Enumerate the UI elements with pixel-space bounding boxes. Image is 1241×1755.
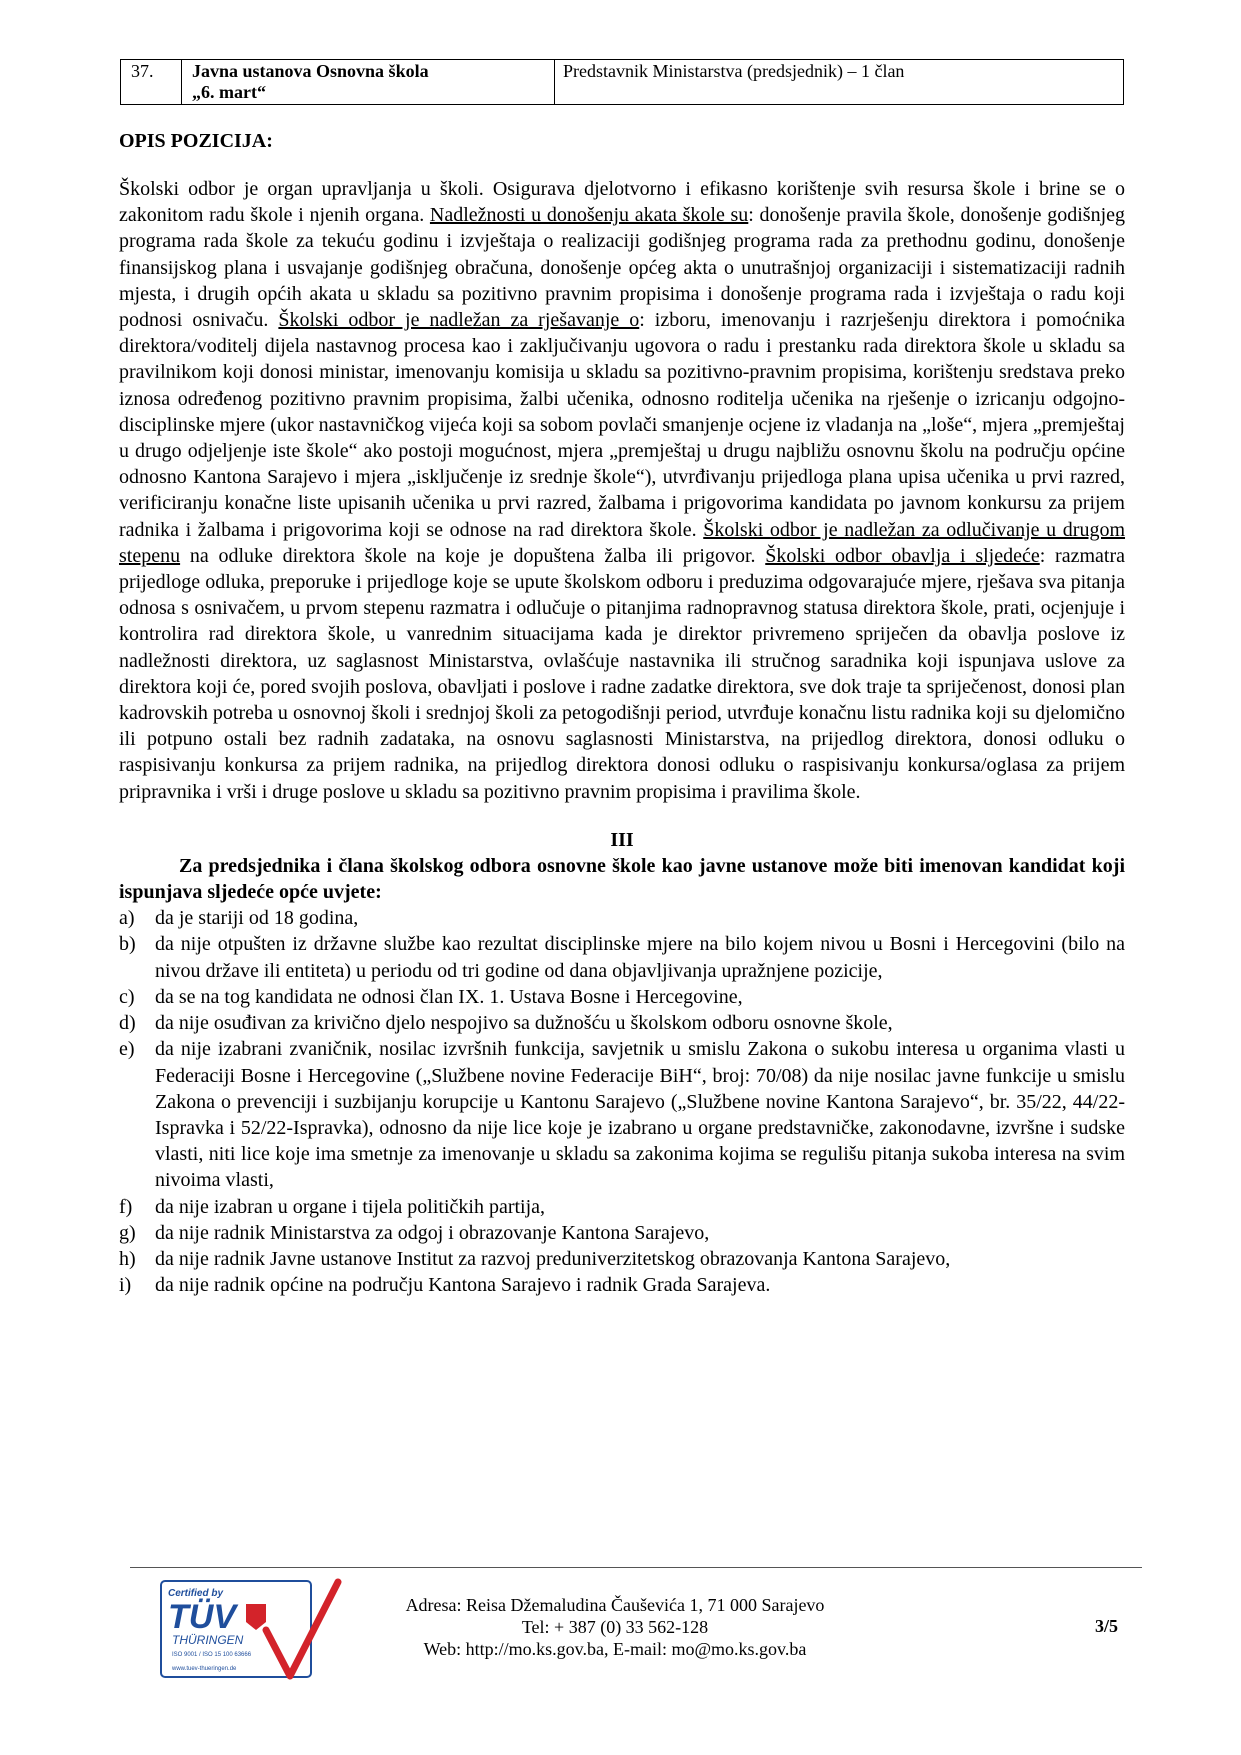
underlined-phrase-4: Školski odbor obavlja i sljedeće (765, 544, 1040, 567)
underlined-phrase-3: Školski odbor je nadležan za odlučivanje u drugom stepenu (119, 518, 1126, 567)
footer-divider (130, 1567, 1142, 1568)
page-number: 3/5 (1095, 1616, 1119, 1636)
conditions-list (119, 905, 1125, 1298)
list-item-text: da nije osuđivan za krivično djelo nespojivo sa dužnošću u školskom odboru osnovne škole, (155, 1012, 893, 1035)
list-item-label: d) (119, 1012, 136, 1035)
list-item-label: h) (119, 1247, 136, 1270)
list-item (119, 984, 1125, 1010)
institution-name-line2: „6. mart“ (192, 82, 266, 102)
logo-region: THÜRINGEN (172, 1633, 244, 1647)
position-description (119, 176, 1125, 805)
list-item (119, 1246, 1125, 1272)
list-item-text: da nije otpušten iz državne službe kao rezultat disciplinske mjere na bilo kojem nivou u Bosni i Hercegovini (bilo na nivou države ili entiteta) u periodu od tri godine od dana objavljivanja upražnjene pozicije, (155, 933, 1125, 982)
shield-icon (246, 1604, 266, 1630)
list-item-label: e) (119, 1038, 135, 1061)
list-item (119, 931, 1125, 983)
list-item-text: da nije radnik Ministarstva za odgoj i obrazovanje Kantona Sarajevo, (155, 1221, 710, 1244)
table-row (121, 60, 1124, 105)
list-item (119, 1272, 1125, 1298)
tuv-certification-logo (158, 1578, 343, 1684)
section-title: Za predsjednika i člana školskog odbora osnovne škole kao javne ustanove može biti imenovan kandidat koji ispunjava sljedeće opće uvjete: (119, 854, 1125, 904)
footer-web-email: Web: http://mo.ks.gov.ba, E-mail: mo@mo.ks.gov.ba (423, 1639, 807, 1659)
list-item (119, 1036, 1125, 1193)
footer-contact (350, 1594, 880, 1660)
tuv-logo-icon (158, 1578, 343, 1684)
list-item-label: g) (119, 1221, 136, 1244)
list-item-text: da je stariji od 18 godina, (155, 907, 359, 930)
logo-certified-by: Certified by (168, 1588, 224, 1599)
list-item (119, 1194, 1125, 1220)
description-text-2: : donošenje pravila škole, donošenje godišnjeg programa rada škole za tekuću godinu i izvještaja o realizaciji godišnjeg programa rada za prethodnu godinu, donošenje finansijskog plana i usvajanje godišnjeg obračuna, donošenje općeg akta o unutrašnjoj organizaciji i sistematizaciji radnih mjesta, i drugih općih akata u skladu sa pozitivno pravnim propisima i donošenje programa rada i izvještaja o radu koji podnosi osnivaču. (119, 204, 1126, 332)
list-item-label: a) (119, 907, 135, 930)
main-content (119, 128, 1125, 1298)
list-item-text: da nije izabran u organe i tijela političkih partija, (155, 1195, 546, 1218)
description-text-5: : razmatra prijedloge odluka, preporuke i prijedloge koje se upute školskom odboru i preduzima odgovarajuće mjere, rješava sva pitanja odnosa s osnivačem, u prvom stepenu razmatra i odlučuje o pitanjima radnopravnog statusa direktora škole, prati, ocjenjuje i kontrolira rad direktora škole, u vanrednim situacijama kada je direktor privremeno spriječen da obavlja poslove iz nadležnosti direktora, uz saglasnost Ministarstva, ovlašćuje nastavnika ili stručnog saradnika koji ispunjava uslove za direktora koji će, pored svojih poslova, obavljati i poslove i radne zadatke direktora, sve dok traje ta spriječenost, donosi plan kadrovskih potreba u osnovnoj školi i srednjoj školi za petogodišnji period, utvrđuje konačnu listu radnika koji su djelomično ili potpuno ostali bez radnih zadataka, na osnovu saglasnosti Ministarstva, na prijedlog direktora, donosi odluku o raspisivanju konkursa za prijem radnika, na prijedlog direktora donosi odluku o raspisivanju konkursa/oglasa za prijem pripravnika i vrši i druge poslove u skladu sa pozitivno pravnim propisima i pravilima škole. (119, 544, 1125, 803)
row-number: 37. (121, 60, 182, 105)
list-item (119, 1010, 1125, 1036)
footer-telephone: Tel: + 387 (0) 33 562-128 (521, 1617, 709, 1637)
institution-name (182, 60, 555, 105)
section-heading: OPIS POZICIJA: (119, 130, 273, 152)
list-item (119, 1220, 1125, 1246)
description-text-1: Školski odbor je organ upravljanja u školi. Osigurava djelotvorno i efikasno korištenje svih resursa škole i brine se o zakonitom radu škole i njenih organa. (119, 178, 1125, 227)
description-text-4: na odluke direktora škole na koje je dopuštena žalba ili prigovor. (180, 544, 766, 567)
school-board-table (120, 59, 1124, 105)
section-number: III (610, 828, 634, 851)
logo-standards: ISO 9001 / ISO 15 100 63666 (172, 1652, 252, 1658)
footer-address: Adresa: Reisa Džemaludina Čauševića 1, 71 000 Sarajevo (405, 1595, 825, 1615)
board-member-role: Predstavnik Ministarstva (predsjednik) – 1 član (555, 60, 1124, 105)
logo-url: www.tuev-thueringen.de (172, 1666, 237, 1672)
checkmark-icon (266, 1582, 338, 1676)
underlined-phrase-1: Nadležnosti u donošenju akata škole su (429, 204, 749, 227)
institution-name-line1: Javna ustanova Osnovna škola (192, 61, 429, 81)
list-item-label: i) (119, 1274, 132, 1297)
list-item-text: da nije izabrani zvaničnik, nosilac izvršnih funkcija, savjetnik u smislu Zakona o sukobu interesa u organima vlasti u Federaciji Bosne i Hercegovine („Službene novine Federacije BiH“, broj: 70/08) da nije nosilac javne funkcije u smislu Zakona o prevenciji i suzbijanju korupcije u Kantonu Sarajevo („Službene novine Kantona Sarajevo“, br. 35/22, 44/22-Ispravka i 52/22-Ispravka), odnosno da nije lice koje je izabrano u organe predstavničke, zakonodavne, izvršne i sudske vlasti, niti lice koje ima smetnje za imenovanje u skladu sa zakonima kojima se regulišu pitanja sukoba interesa na svim nivoima vlasti, (155, 1038, 1125, 1192)
logo-brand: TÜV (168, 1598, 236, 1636)
list-item (119, 905, 1125, 931)
list-item-label: c) (119, 985, 135, 1008)
description-text-3: : izboru, imenovanju i razrješenju direktora i pomoćnika direktora/voditelj dijela nastavnog procesa kao i zaključivanju ugovora o radu i prestanku rada direktora škole u skladu sa pravilnikom koji donosi ministar, imenovanju komisija u skladu sa pozitivno-pravnim propisima, korištenju sredstava preko iznosa određenog pozitivno pravnim propisima, žalbi učenika, odnosno roditelja učenika na rješenje o izricanju odgojno-disciplinske mjere (ukor nastavničkog vijeća koji sa sobom povlači smanjenje ocjene iz vladanja na „loše“, mjera „premještaj u drugo odjeljenje iste škole“ ako postoji mogućnost, mjera „premještaj u drugu najbližu osnovnu školu na području općine odnosno Kantona Sarajevo i mjera „isključenje iz srednje škole“), utvrđivanju prijedloga plana upisa učenika u prvi razred, verificiranju konačne liste upisanih učenika u prvi razred, žalbama i prigovorima kandidata po javnom konkursu za prijem radnika i žalbama i prigovorima koji se odnose na rad direktora škole. (119, 309, 1126, 541)
list-item-text: da nije radnik općine na području Kantona Sarajevo i radnik Grada Sarajeva. (155, 1274, 771, 1297)
list-item-text: da se na tog kandidata ne odnosi član IX. 1. Ustava Bosne i Hercegovine, (155, 985, 743, 1008)
list-item-label: f) (119, 1195, 133, 1218)
underlined-phrase-2: Školski odbor je nadležan za rješavanje o (278, 309, 640, 332)
list-item-text: da nije radnik Javne ustanove Institut za razvoj preduniverzitetskog obrazovanja Kantona Sarajevo, (155, 1247, 951, 1270)
list-item-label: b) (119, 933, 136, 956)
